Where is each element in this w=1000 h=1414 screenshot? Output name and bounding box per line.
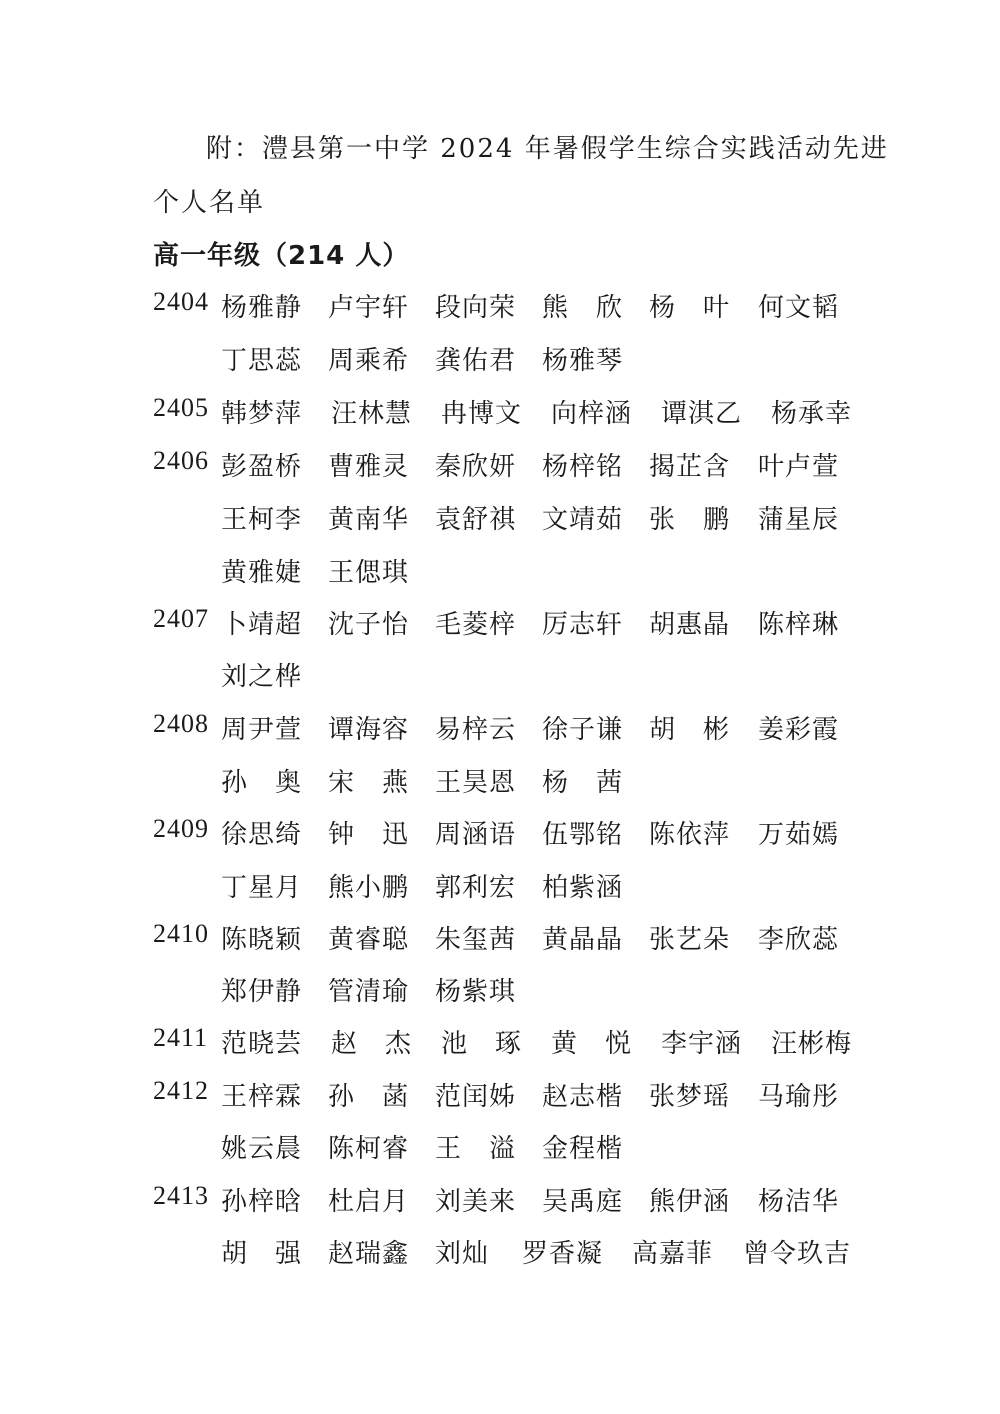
student-name: 赵 杰 [331,1029,413,1059]
student-name: 徐子谦 [542,715,624,745]
student-name: 厉志轩 [542,610,624,640]
student-name: 向梓涵 [551,399,633,429]
class-row-continued [153,762,873,802]
student-name: 秦欣妍 [435,452,517,482]
student-name: 杨 叶 [649,293,731,323]
student-name: 曹雅灵 [328,452,410,482]
student-name: 叶卢萱 [758,452,840,482]
student-name: 揭芷含 [649,452,731,482]
student-name: 王梓霖 [221,1082,303,1112]
student-name: 汪彬梅 [771,1029,853,1059]
student-name: 周涵语 [435,820,517,850]
student-name: 杨梓铭 [542,452,624,482]
class-row [153,709,873,749]
student-name: 卜靖超 [221,610,303,640]
student-name: 杨承幸 [771,399,853,429]
student-name: 孙 奥 [221,768,303,798]
student-name: 黄南华 [328,505,410,535]
student-name: 赵志楷 [542,1082,624,1112]
class-number: 2407 [153,604,209,633]
student-name: 冉博文 [441,399,523,429]
student-name: 曾令玖吉 [743,1239,852,1269]
student-name: 杨 茜 [542,768,624,798]
student-name: 刘之桦 [221,662,303,692]
class-row [153,1023,873,1063]
student-name: 李宇涵 [661,1029,743,1059]
class-row [153,604,873,644]
student-name: 熊 欣 [542,293,624,323]
class-row [153,287,873,327]
student-name: 杨洁华 [758,1187,840,1217]
student-name: 蒲星辰 [758,505,840,535]
student-name: 熊小鹏 [328,873,410,903]
student-name: 姚云晨 [221,1134,303,1164]
class-row-continued [153,552,873,592]
student-name: 徐思绮 [221,820,303,850]
student-name: 杜启月 [328,1187,410,1217]
student-name: 丁思蕊 [221,346,303,376]
class-row [153,1181,873,1221]
student-name: 孙梓晗 [221,1187,303,1217]
student-name: 谭海容 [328,715,410,745]
student-name: 张艺朵 [649,925,731,955]
student-name: 谭淇乙 [661,399,743,429]
student-name: 沈子怡 [328,610,410,640]
student-name: 吴禹庭 [542,1187,624,1217]
student-name: 陈晓颖 [221,925,303,955]
student-name: 范闰姊 [435,1082,517,1112]
student-name: 龚佑君 [435,346,517,376]
student-name: 陈梓琳 [758,610,840,640]
student-name: 丁星月 [221,873,303,903]
class-row [153,814,873,854]
student-name: 陈柯睿 [328,1134,410,1164]
student-name: 卢宇轩 [328,293,410,323]
student-name: 郭利宏 [435,873,517,903]
grade-heading: 高一年级（214 人） [153,241,410,271]
student-name: 文靖茹 [542,505,624,535]
student-name: 万茹嫣 [758,820,840,850]
class-number: 2406 [153,446,209,475]
student-name: 段向荣 [435,293,517,323]
student-name: 王柯李 [221,505,303,535]
class-row-continued [153,656,873,696]
student-name: 熊伊涵 [649,1187,731,1217]
class-row-continued [153,499,873,539]
class-number: 2412 [153,1076,209,1105]
student-name: 周乘希 [328,346,410,376]
student-name: 陈依萍 [649,820,731,850]
student-name: 黄 悦 [551,1029,633,1059]
title-line-2: 个人名单 [153,188,266,218]
student-name: 范晓芸 [221,1029,303,1059]
class-number: 2404 [153,287,209,316]
student-name: 马瑜彤 [758,1082,840,1112]
student-name: 杨紫琪 [435,977,517,1007]
student-name: 伍鄂铭 [542,820,624,850]
student-name: 张 鹏 [649,505,731,535]
class-row-continued [153,867,873,907]
student-name: 罗香凝 [522,1239,604,1269]
title-line-1: 附：澧县第一中学 2024 年暑假学生综合实践活动先进 [206,134,889,164]
student-name: 胡 彬 [649,715,731,745]
student-name: 姜彩霞 [758,715,840,745]
student-name: 周尹萱 [221,715,303,745]
class-number: 2411 [153,1023,209,1052]
student-name: 黄雅婕 [221,558,303,588]
student-name: 杨雅静 [221,293,303,323]
student-name: 郑伊静 [221,977,303,1007]
class-number: 2413 [153,1181,209,1210]
student-name: 王昊恩 [435,768,517,798]
student-name: 池 琢 [441,1029,523,1059]
class-row-continued [153,971,873,1011]
student-name: 胡惠晶 [649,610,731,640]
student-name: 王 溢 [435,1134,517,1164]
class-row-continued [153,1128,873,1168]
student-name: 钟 迅 [328,820,410,850]
student-name: 管清瑜 [328,977,410,1007]
student-name: 宋 燕 [328,768,410,798]
student-name: 胡 强 [221,1239,303,1269]
class-row [153,1076,873,1116]
student-name: 朱玺茜 [435,925,517,955]
student-name: 何文韬 [758,293,840,323]
student-name: 毛菱梓 [435,610,517,640]
student-name: 刘灿 [435,1239,490,1269]
student-name: 张梦瑶 [649,1082,731,1112]
class-number: 2405 [153,393,209,422]
student-name: 易梓云 [435,715,517,745]
student-name: 金程楷 [542,1134,624,1164]
class-number: 2408 [153,709,209,738]
student-name: 彭盈桥 [221,452,303,482]
student-name: 柏紫涵 [542,873,624,903]
student-name: 刘美来 [435,1187,517,1217]
student-name: 孙 菡 [328,1082,410,1112]
student-name: 黄晶晶 [542,925,624,955]
student-name: 赵瑞鑫 [328,1239,410,1269]
student-name: 王偲琪 [328,558,410,588]
class-row [153,919,873,959]
class-row-continued [153,1233,873,1273]
class-number: 2410 [153,919,209,948]
student-name: 李欣蕊 [758,925,840,955]
student-name: 黄睿聪 [328,925,410,955]
student-name: 韩梦萍 [221,399,303,429]
class-row [153,393,873,433]
class-number: 2409 [153,814,209,843]
student-name: 杨雅琴 [542,346,624,376]
student-name: 汪林慧 [331,399,413,429]
class-row [153,446,873,486]
class-row-continued [153,340,873,380]
student-name: 高嘉菲 [632,1239,714,1269]
student-name: 袁舒祺 [435,505,517,535]
